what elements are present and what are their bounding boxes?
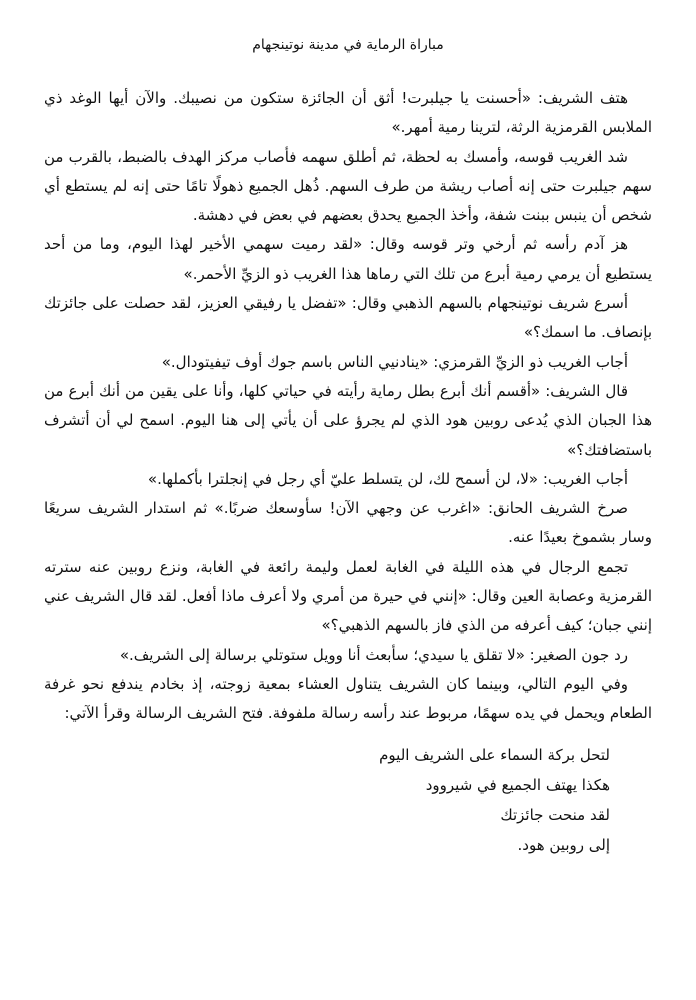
paragraph-2: شد الغريب قوسه، وأمسك به لحظة، ثم أطلق سهمه فأصاب مركز الهدف بالضبط، بالقرب من سهم جيلبرت حتى إنه أصاب ريشة من طرف السهم. ذُهل الجميع ذهولًا تامًا حتى إنه لم يستطع أي شخص أن ينبس ببنت شفة، وأخذ الجميع يحدق بعضهم في بعض في دهشة. (44, 147, 652, 225)
paragraph-11: وفي اليوم التالي، وبينما كان الشريف يتناول العشاء بمعية زوجته، إذ بخادم يندفع نحو غرفة الطعام ويحمل في يده سهمًا، مربوط عند رأسه رسالة ملفوفة. فتح الشريف الرسالة وقرأ الآتي: (44, 674, 652, 723)
running-header: مباراة الرماية في مدينة نوتينجهام (252, 37, 444, 53)
poem-line-2: هكذا يهتف الجميع في شيروود (425, 775, 610, 794)
letter-poem (44, 740, 652, 860)
poem-line-4: إلى روبين هود. (517, 835, 610, 854)
paragraph-7: أجاب الغريب: «لا، لن أسمح لك، لن يتسلط عليّ أي رجل في إنجلترا بأكملها.» (147, 469, 628, 488)
poem-line-3: لقد منحت جائزتك (500, 805, 610, 824)
paragraph-6: قال الشريف: «أقسم أنك أبرع بطل رماية رأيته في حياتي كلها، وأنا على يقين من أنك أبرع من هذا الجبان الذي يُدعى روبين هود الذي لم يجرؤ على أن يأتي إلى هنا اليوم. اسمح لي أن أتشرف باستضافتك؟» (44, 381, 652, 459)
paragraph-8: صرخ الشريف الحانق: «اغرب عن وجهي الآن! سأوسعك ضربًا.» ثم استدار الشريف سريعًا وسار بشموخ بعيدًا عنه. (44, 499, 652, 547)
paragraph-10: رد جون الصغير: «لا تقلق يا سيدي؛ سأبعث أنا وويل ستوتلي برسالة إلى الشريف.» (119, 645, 628, 664)
poem-line-1: لتحل بركة السماء على الشريف اليوم (379, 745, 610, 764)
paragraph-3: هز آدم رأسه ثم أرخي وتر قوسه وقال: «لقد رميت سهمي الأخير لهذا اليوم، وما من أحد يستطيع أن يرمي رمية أبرع من تلك التي رماها هذا الغريب ذو الزيِّ الأحمر.» (44, 235, 652, 283)
paragraph-1: هتف الشريف: «أحسنت يا جيلبرت! أثق أن الجائزة ستكون من نصيبك. والآن أيها الوغد ذي الملابس القرمزية الرثة، لترينا رمية أمهر.» (44, 89, 652, 137)
body-text (44, 84, 652, 860)
paragraph-9: تجمع الرجال في هذه الليلة في الغابة لعمل وليمة رائعة في الغابة، ونزع روبين عنه سترته القرمزية وعصابة العين وقال: «إنني في حيرة من أمري ولا أعرف ماذا أفعل. لقد قال الشريف عني إنني جبان؛ كيف أعرفه من الذي فاز بالسهم الذهبي؟» (44, 557, 652, 635)
paragraph-5: أجاب الغريب ذو الزيِّ القرمزي: «ينادنيي الناس باسم جوك أوف تيفيتودال.» (161, 352, 628, 371)
paragraph-4: أسرع شريف نوتينجهام بالسهم الذهبي وقال: «تفضل يا رفيقي العزيز، لقد حصلت على جائزتك بإنصاف. ما اسمك؟» (44, 294, 652, 342)
